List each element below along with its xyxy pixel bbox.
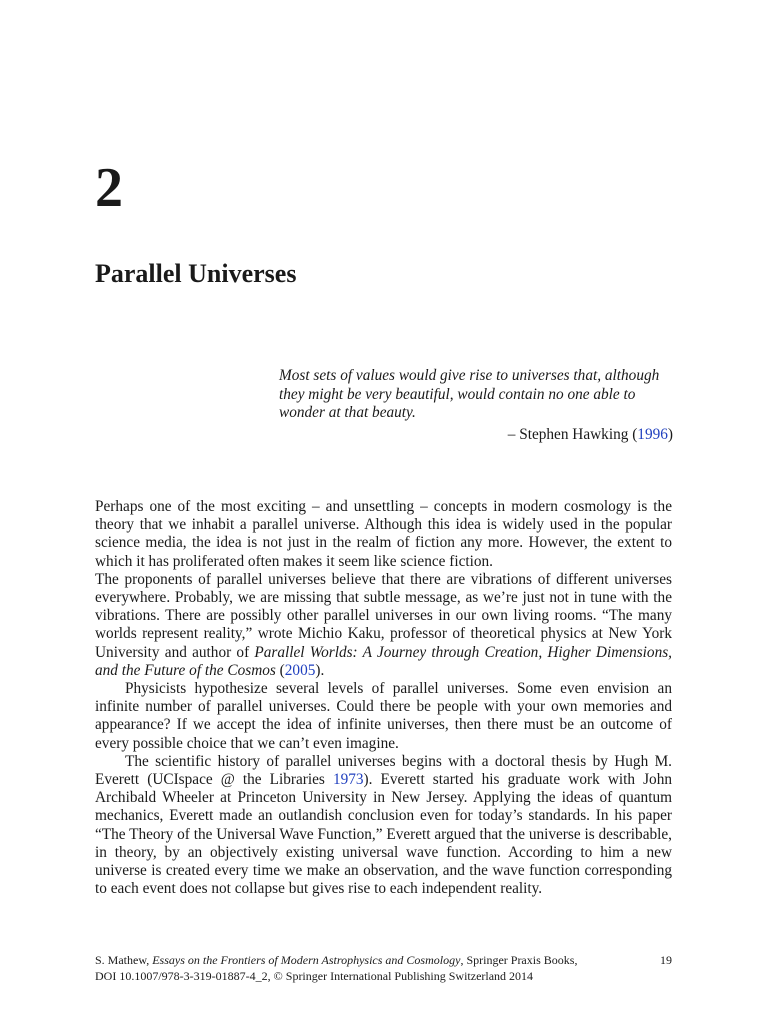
paragraph-4: [95, 753, 672, 899]
attribution-prefix: – Stephen Hawking (: [507, 425, 638, 443]
paragraph-4-rest: ). Everett started his graduate work with John Archibald Wheeler at Princeton University in New Jersey. Applying the ideas of quantum mechanics, Everett made an outlandish conclusion even for today’s standards. In his paper “The Theory of the Universal Wave Function,” Everett argued that the universe is describable, in theory, by an objectively existing universal wave function. According to him a new universe is created every time we make an observation, and the wave function corresponding to each event does not collapse but gives rise to each independent reality.: [95, 771, 672, 898]
chapter-title: Parallel Universes: [95, 259, 297, 288]
paragraph-2-close: ).: [315, 661, 325, 679]
epigraph-quote: Most sets of values would give rise to universes that, although they might be very beautiful, would contain no one able to wonder at that beauty.: [279, 367, 660, 421]
paragraph-2-open: (: [275, 661, 285, 679]
footer-citation-line: [95, 952, 672, 968]
footer-book-title: Essays on the Frontiers of Modern Astrophysics and Cosmology: [152, 953, 461, 967]
page-footer: [95, 952, 672, 984]
paragraph-2: [95, 571, 672, 680]
paragraph-2-text: The proponents of parallel universes believe that there are vibrations of different universes everywhere. Probably, we are missing that subtle message, as we’re just not in tune with the vibrations. There are possibly other parallel universes in our own living rooms. “The many worlds represent reality,” wrote Michio Kaku, professor of theoretical physics at New York University and author of: [95, 570, 672, 661]
attribution-suffix: ): [667, 425, 673, 443]
epigraph-attribution: [279, 426, 673, 445]
footer-doi-line: DOI 10.1007/978-3-319-01887-4_2, © Springer International Publishing Switzerland 2014: [95, 969, 534, 983]
footer-series: , Springer Praxis Books,: [460, 953, 578, 967]
footer-author: S. Mathew,: [95, 953, 153, 967]
page-number: 19: [660, 953, 672, 967]
body-text: [95, 498, 672, 898]
citation-link-2005[interactable]: 2005: [284, 661, 316, 679]
citation-link-1973[interactable]: 1973: [332, 771, 364, 789]
paragraph-3: Physicists hypothesize several levels of parallel universes. Some even envision an infinite number of parallel universes. Could there be people with your own memories and appearance? If we accept the idea of infinite universes, then there must be an outcome of every possible choice that we can’t even imagine.: [95, 680, 672, 752]
chapter-number: 2: [95, 157, 123, 219]
paragraph-1: Perhaps one of the most exciting – and unsettling – concepts in modern cosmology is the theory that we inhabit a parallel universe. Although this idea is widely used in the popular science media, the idea is not just in the realm of fiction any more. However, the extent to which it has proliferated often makes it seem like science fiction.: [95, 498, 672, 570]
citation-link-1996[interactable]: 1996: [637, 425, 668, 443]
epigraph: [279, 367, 673, 444]
book-title-parallel-worlds: Parallel Worlds: A Journey through Creation, Higher Dimensions, and the Future of the Cosmos: [95, 643, 672, 679]
paragraph-4-start: The scientific history of parallel universes begins with a doctoral thesis by Hugh M. Everett (UCIspace @ the Libraries: [95, 752, 672, 789]
